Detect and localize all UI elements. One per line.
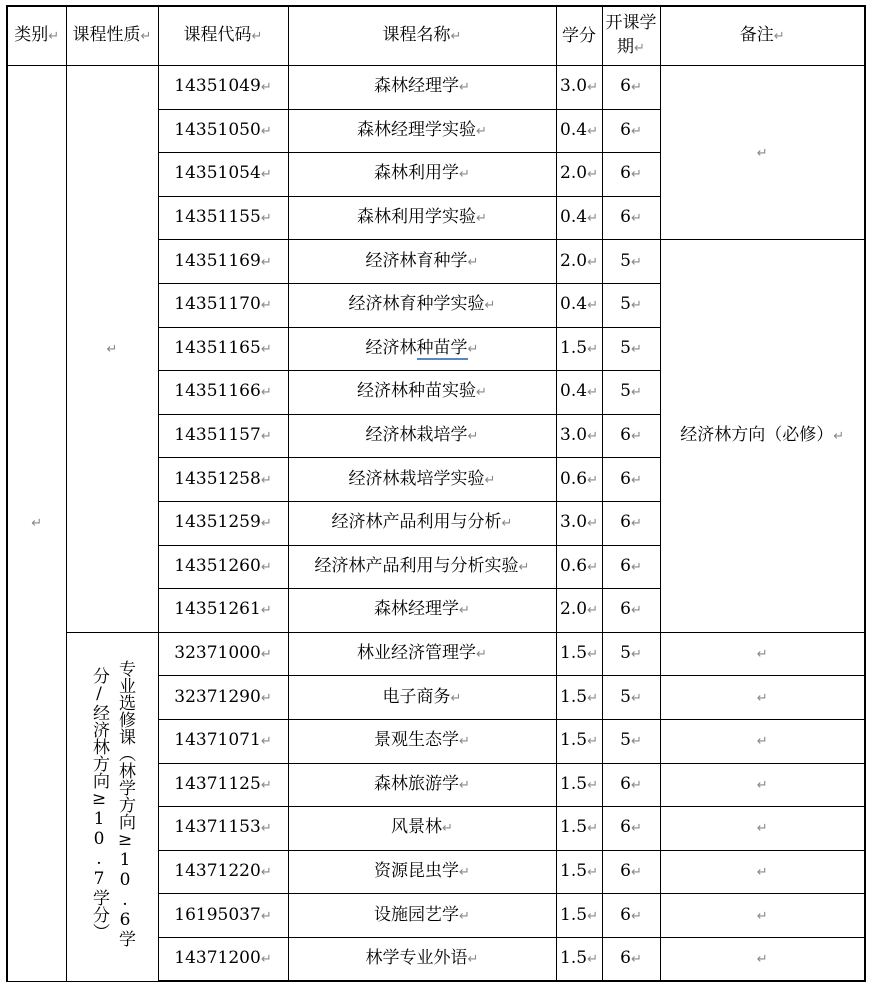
- course-name: [288, 458, 556, 502]
- course-code-text: 14371200: [174, 948, 261, 969]
- course-semester: [602, 283, 660, 327]
- course-credit-text: 1.5: [560, 904, 588, 925]
- course-semester-text: 6: [620, 555, 631, 576]
- course-credit: [556, 240, 602, 284]
- paragraph-mark: ↵: [260, 647, 272, 663]
- note-cell: [660, 719, 865, 763]
- course-credit-text: 1.5: [560, 948, 588, 969]
- table-row: [7, 632, 865, 676]
- course-code: [158, 763, 288, 807]
- course-semester-text: 6: [620, 76, 631, 97]
- course-semester: [602, 807, 660, 851]
- course-code: [158, 589, 288, 633]
- course-semester: [602, 937, 660, 981]
- course-credit: [556, 414, 602, 458]
- course-semester-text: 6: [620, 425, 631, 446]
- course-name: [288, 414, 556, 458]
- paragraph-mark: ↵: [587, 80, 598, 96]
- course-code: [158, 632, 288, 676]
- paragraph-mark: ↵: [630, 559, 642, 575]
- paragraph-mark: ↵: [587, 429, 598, 445]
- course-code-text: 14351258: [174, 468, 261, 489]
- course-name-text: 设施园艺学: [374, 904, 460, 925]
- paragraph-mark: ↵: [587, 734, 598, 750]
- course-semester-text: 5: [620, 294, 631, 315]
- paragraph-mark: ↵: [756, 690, 768, 706]
- course-credit-text: 3.0: [560, 512, 588, 533]
- course-credit: [556, 807, 602, 851]
- course-code: [158, 719, 288, 763]
- course-name-text: 森林利用学: [374, 163, 460, 184]
- course-name: [288, 937, 556, 981]
- course-semester: [602, 414, 660, 458]
- course-name-text: 经济林育种学: [365, 250, 468, 271]
- course-credit-text: 0.6: [560, 555, 588, 576]
- course-semester: [602, 632, 660, 676]
- paragraph-mark: ↵: [587, 211, 598, 227]
- course-semester-text: 5: [620, 730, 631, 751]
- paragraph-mark: ↵: [587, 777, 598, 793]
- course-code: [158, 196, 288, 240]
- paragraph-mark: ↵: [756, 145, 768, 161]
- course-code: [158, 937, 288, 981]
- paragraph-mark: ↵: [587, 341, 598, 357]
- course-semester-text: 6: [620, 948, 631, 969]
- paragraph-mark: ↵: [260, 777, 272, 793]
- note-cell-economic: [660, 240, 865, 632]
- course-credit-text: 0.4: [560, 381, 588, 402]
- paragraph-mark: ↵: [587, 298, 598, 314]
- category-cell: [7, 66, 66, 982]
- paragraph-mark: ↵: [587, 385, 598, 401]
- course-code-text: 14351165: [174, 337, 261, 358]
- course-semester-text: 5: [620, 381, 631, 402]
- course-name: [288, 676, 556, 720]
- header-credit: 学分: [556, 6, 602, 66]
- course-semester-text: 6: [620, 512, 631, 533]
- paragraph-mark: ↵: [260, 864, 272, 880]
- course-code: [158, 327, 288, 371]
- paragraph-mark: ↵: [587, 864, 598, 880]
- course-name-text: 经济林栽培学: [365, 425, 468, 446]
- course-code: [158, 545, 288, 589]
- header-nature: 课程性质↵: [66, 6, 158, 66]
- course-semester: [602, 850, 660, 894]
- paragraph-mark: ↵: [587, 254, 598, 270]
- note-cell: [660, 807, 865, 851]
- course-semester: [602, 240, 660, 284]
- course-name-text: 经济林产品利用与分析: [331, 512, 502, 533]
- course-credit-text: 1.5: [560, 860, 588, 881]
- course-credit-text: 0.4: [560, 119, 588, 140]
- course-semester: [602, 327, 660, 371]
- course-credit: [556, 371, 602, 415]
- course-semester: [602, 458, 660, 502]
- paragraph-mark: ↵: [756, 734, 768, 750]
- course-credit-text: 1.5: [560, 686, 588, 707]
- course-credit: [556, 937, 602, 981]
- paragraph-mark: ↵: [630, 211, 642, 227]
- course-name: [288, 763, 556, 807]
- header-semester: 开课学期↵: [602, 6, 660, 66]
- paragraph-mark: ↵: [630, 516, 642, 532]
- course-name: [288, 371, 556, 415]
- paragraph-mark: ↵: [106, 341, 118, 357]
- course-name: [288, 240, 556, 284]
- paragraph-mark: ↵: [459, 167, 470, 183]
- paragraph-mark: ↵: [31, 516, 43, 532]
- course-credit: [556, 458, 602, 502]
- course-code-text: 14351259: [174, 512, 261, 533]
- paragraph-mark: ↵: [260, 734, 272, 750]
- header-row: [7, 6, 865, 66]
- course-code: [158, 109, 288, 153]
- course-semester: [602, 109, 660, 153]
- course-semester-text: 6: [620, 817, 631, 838]
- spellcheck-underline: 种苗学: [416, 337, 468, 358]
- course-semester-text: 6: [620, 119, 631, 140]
- course-credit: [556, 196, 602, 240]
- paragraph-mark: ↵: [260, 952, 272, 968]
- note-cell: [660, 632, 865, 676]
- paragraph-mark: ↵: [630, 167, 642, 183]
- paragraph-mark: ↵: [587, 647, 598, 663]
- paragraph-mark: ↵: [260, 385, 272, 401]
- course-credit-text: 0.4: [560, 207, 588, 228]
- course-code-text: 14371153: [174, 817, 261, 838]
- course-code: [158, 371, 288, 415]
- paragraph-mark: ↵: [630, 690, 642, 706]
- course-code-text: 14351166: [174, 381, 261, 402]
- course-semester: [602, 763, 660, 807]
- paragraph-mark: ↵: [630, 341, 642, 357]
- course-semester-text: 5: [620, 337, 631, 358]
- paragraph-mark: ↵: [756, 952, 768, 968]
- course-name-text: 森林经理学: [374, 76, 460, 97]
- course-code: [158, 153, 288, 197]
- course-credit-text: 0.4: [560, 294, 588, 315]
- course-credit-text: 1.5: [560, 730, 588, 751]
- paragraph-mark: ↵: [756, 908, 768, 924]
- course-credit: [556, 109, 602, 153]
- course-name-text: 森林旅游学: [374, 773, 460, 794]
- paragraph-mark: ↵: [587, 167, 598, 183]
- course-name: [288, 327, 556, 371]
- course-name: [288, 153, 556, 197]
- paragraph-mark: ↵: [630, 385, 642, 401]
- course-semester: [602, 545, 660, 589]
- paragraph-mark: ↵: [260, 516, 272, 532]
- course-credit: [556, 676, 602, 720]
- course-code-text: 32371290: [174, 686, 261, 707]
- elective-label: 专业选修课（林学方向≥10.6学分/经济林方向≥10.7学分）: [89, 660, 135, 948]
- course-name-text: 景观生态学: [374, 730, 460, 751]
- course-name: [288, 894, 556, 938]
- course-name-text: 森林经理学实验: [357, 119, 477, 140]
- course-name: [288, 632, 556, 676]
- note-cell: [660, 850, 865, 894]
- paragraph-mark: ↵: [630, 908, 642, 924]
- paragraph-mark: ↵: [260, 167, 272, 183]
- course-credit: [556, 850, 602, 894]
- paragraph-mark: ↵: [630, 952, 642, 968]
- course-code-text: 14371125: [174, 773, 261, 794]
- course-semester: [602, 894, 660, 938]
- course-code: [158, 501, 288, 545]
- course-credit: [556, 501, 602, 545]
- paragraph-mark: ↵: [450, 690, 462, 706]
- course-semester: [602, 153, 660, 197]
- paragraph-mark: ↵: [459, 734, 470, 750]
- course-name-text: 林学专业外语: [365, 948, 468, 969]
- course-credit-text: 1.5: [560, 817, 588, 838]
- course-code-text: 14371071: [174, 730, 261, 751]
- course-code-text: 14351054: [174, 163, 261, 184]
- course-credit: [556, 632, 602, 676]
- course-name-text: 电子商务: [382, 686, 451, 707]
- course-semester: [602, 676, 660, 720]
- paragraph-mark: ↵: [260, 298, 272, 314]
- course-semester: [602, 196, 660, 240]
- paragraph-mark: ↵: [587, 603, 598, 619]
- header-code: 课程代码↵: [158, 6, 288, 66]
- paragraph-mark: ↵: [501, 516, 513, 532]
- course-name: [288, 501, 556, 545]
- paragraph-mark: ↵: [442, 821, 453, 837]
- course-code: [158, 807, 288, 851]
- note-cell: [660, 937, 865, 981]
- course-name: [288, 589, 556, 633]
- paragraph-mark: ↵: [630, 734, 642, 750]
- course-credit-text: 2.0: [560, 250, 588, 271]
- paragraph-mark: ↵: [587, 908, 598, 924]
- course-name-text: 森林经理学: [374, 599, 460, 620]
- paragraph-mark: ↵: [260, 429, 272, 445]
- course-code-text: 32371000: [174, 643, 261, 664]
- course-name: [288, 196, 556, 240]
- paragraph-mark: ↵: [833, 429, 845, 445]
- course-credit: [556, 327, 602, 371]
- course-code: [158, 240, 288, 284]
- course-credit-text: 0.6: [560, 468, 588, 489]
- course-semester-text: 5: [620, 250, 631, 271]
- paragraph-mark: ↵: [756, 864, 768, 880]
- course-credit: [556, 66, 602, 110]
- course-credit: [556, 153, 602, 197]
- course-name-text: 经济林种苗实验: [357, 381, 477, 402]
- course-credit: [556, 719, 602, 763]
- paragraph-mark: ↵: [260, 211, 272, 227]
- paragraph-mark: ↵: [587, 559, 598, 575]
- paragraph-mark: ↵: [587, 952, 598, 968]
- paragraph-mark: ↵: [518, 559, 530, 575]
- course-semester-text: 6: [620, 163, 631, 184]
- paragraph-mark: ↵: [260, 690, 272, 706]
- course-name-text: 经济林育种学实验: [348, 294, 485, 315]
- course-code: [158, 414, 288, 458]
- paragraph-mark: ↵: [756, 647, 768, 663]
- paragraph-mark: ↵: [587, 123, 598, 139]
- paragraph-mark: ↵: [476, 647, 487, 663]
- paragraph-mark: ↵: [467, 341, 479, 357]
- paragraph-mark: ↵: [260, 821, 272, 837]
- course-semester-text: 6: [620, 599, 631, 620]
- course-name: [288, 719, 556, 763]
- course-code: [158, 283, 288, 327]
- course-name: [288, 807, 556, 851]
- paragraph-mark: ↵: [587, 821, 598, 837]
- table-row: [7, 66, 865, 110]
- course-name: [288, 545, 556, 589]
- paragraph-mark: ↵: [459, 777, 470, 793]
- note-cell-forest: [660, 66, 865, 240]
- course-code: [158, 850, 288, 894]
- course-credit: [556, 589, 602, 633]
- paragraph-mark: ↵: [587, 516, 598, 532]
- paragraph-mark: ↵: [756, 777, 768, 793]
- course-semester-text: 6: [620, 468, 631, 489]
- course-credit: [556, 283, 602, 327]
- course-code: [158, 458, 288, 502]
- course-name-text: 风景林: [391, 817, 443, 838]
- paragraph-mark: ↵: [459, 603, 470, 619]
- paragraph-mark: ↵: [587, 690, 598, 706]
- paragraph-mark: ↵: [467, 254, 479, 270]
- course-name-text: 经济林栽培学实验: [348, 468, 485, 489]
- course-name-text: 森林利用学实验: [357, 207, 477, 228]
- course-credit: [556, 545, 602, 589]
- paragraph-mark: ↵: [630, 429, 642, 445]
- paragraph-mark: ↵: [260, 123, 272, 139]
- course-name: [288, 850, 556, 894]
- note-cell: [660, 894, 865, 938]
- header-name: 课程名称↵: [288, 6, 556, 66]
- course-semester: [602, 589, 660, 633]
- paragraph-mark: ↵: [587, 472, 598, 488]
- course-credit-text: 2.0: [560, 599, 588, 620]
- course-code-text: 14351155: [174, 207, 261, 228]
- course-credit-text: 3.0: [560, 425, 588, 446]
- course-name-text: 资源昆虫学: [374, 860, 460, 881]
- paragraph-mark: ↵: [484, 472, 496, 488]
- paragraph-mark: ↵: [260, 254, 272, 270]
- course-code-text: 14351049: [174, 76, 261, 97]
- course-semester-text: 6: [620, 904, 631, 925]
- paragraph-mark: ↵: [459, 864, 470, 880]
- course-code-text: 14351050: [174, 119, 261, 140]
- nature-cell-required: [66, 66, 158, 633]
- paragraph-mark: ↵: [467, 429, 479, 445]
- paragraph-mark: ↵: [459, 908, 470, 924]
- paragraph-mark: ↵: [630, 80, 642, 96]
- course-semester-text: 6: [620, 773, 631, 794]
- course-name: [288, 109, 556, 153]
- course-credit-text: 1.5: [560, 337, 588, 358]
- course-credit: [556, 763, 602, 807]
- course-semester: [602, 371, 660, 415]
- course-name-text: 经济林种苗学: [365, 337, 468, 358]
- paragraph-mark: ↵: [630, 647, 642, 663]
- paragraph-mark: ↵: [630, 821, 642, 837]
- paragraph-mark: ↵: [476, 385, 487, 401]
- header-category: 类别↵: [7, 6, 66, 66]
- paragraph-mark: ↵: [260, 559, 272, 575]
- course-credit: [556, 894, 602, 938]
- course-code-text: 14351261: [174, 599, 261, 620]
- note-cell-economic-text: 经济林方向（必修）: [680, 425, 834, 446]
- header-note: 备注↵: [660, 6, 865, 66]
- course-name-text: 林业经济管理学: [357, 643, 477, 664]
- course-code-text: 16195037: [174, 904, 261, 925]
- course-credit-text: 3.0: [560, 76, 588, 97]
- course-semester-text: 5: [620, 643, 631, 664]
- course-code-text: 14351260: [174, 555, 261, 576]
- paragraph-mark: ↵: [260, 472, 272, 488]
- paragraph-mark: ↵: [260, 341, 272, 357]
- course-semester: [602, 501, 660, 545]
- course-semester: [602, 719, 660, 763]
- course-code-text: 14351170: [174, 294, 261, 315]
- course-code: [158, 66, 288, 110]
- paragraph-mark: ↵: [260, 603, 272, 619]
- course-name: [288, 66, 556, 110]
- course-credit-text: 1.5: [560, 643, 588, 664]
- paragraph-mark: ↵: [484, 298, 496, 314]
- paragraph-mark: ↵: [630, 123, 642, 139]
- paragraph-mark: ↵: [630, 298, 642, 314]
- course-credit-text: 2.0: [560, 163, 588, 184]
- note-cell: [660, 676, 865, 720]
- course-code-text: 14351169: [174, 250, 261, 271]
- course-semester-text: 5: [620, 686, 631, 707]
- paragraph-mark: ↵: [630, 777, 642, 793]
- nature-cell-elective: [66, 632, 158, 981]
- paragraph-mark: ↵: [756, 821, 768, 837]
- paragraph-mark: ↵: [630, 864, 642, 880]
- paragraph-mark: ↵: [260, 80, 272, 96]
- paragraph-mark: ↵: [476, 123, 487, 139]
- paragraph-mark: ↵: [467, 952, 479, 968]
- course-name-text: 经济林产品利用与分析实验: [314, 555, 519, 576]
- course-code: [158, 894, 288, 938]
- course-semester: [602, 66, 660, 110]
- course-table: [6, 5, 866, 982]
- paragraph-mark: ↵: [630, 472, 642, 488]
- course-code: [158, 676, 288, 720]
- paragraph-mark: ↵: [476, 211, 487, 227]
- course-credit-text: 1.5: [560, 773, 588, 794]
- note-cell: [660, 763, 865, 807]
- course-code-text: 14371220: [174, 860, 261, 881]
- course-semester-text: 6: [620, 207, 631, 228]
- paragraph-mark: ↵: [630, 603, 642, 619]
- course-semester-text: 6: [620, 860, 631, 881]
- paragraph-mark: ↵: [260, 908, 272, 924]
- paragraph-mark: ↵: [459, 80, 470, 96]
- paragraph-mark: ↵: [630, 254, 642, 270]
- course-name: [288, 283, 556, 327]
- course-code-text: 14351157: [174, 425, 261, 446]
